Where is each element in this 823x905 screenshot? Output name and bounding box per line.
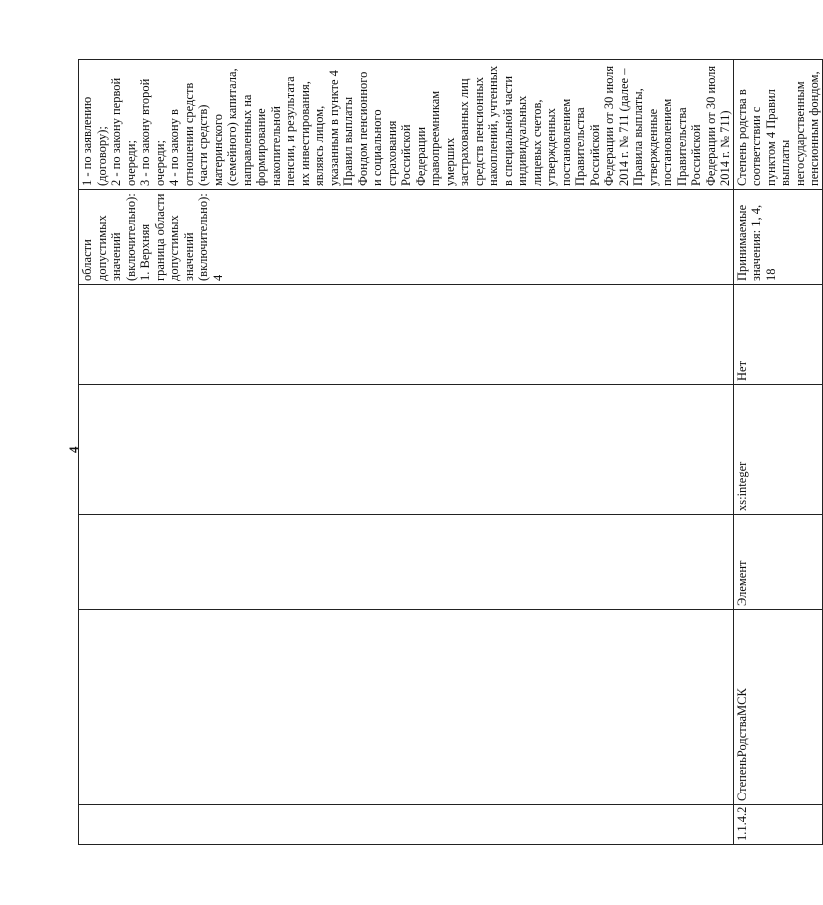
cell-number: 1.1.4.2	[733, 805, 822, 845]
cell-element-name: СтепеньРодстваМСК	[733, 610, 822, 805]
cell-type: Элемент	[733, 515, 822, 610]
cell-required	[79, 285, 734, 385]
cell-type	[79, 515, 734, 610]
cell-required: Нет	[733, 285, 822, 385]
cell-format: xs:integer	[733, 385, 822, 515]
element-description-table	[78, 60, 821, 845]
schema-table	[78, 59, 823, 845]
cell-constraints: области допустимых значений (включительно): 1. Верхняя граница области допустимых значений (включительно): 4	[79, 190, 734, 285]
table-row	[733, 60, 822, 845]
cell-format	[79, 385, 734, 515]
cell-element-name	[79, 610, 734, 805]
table-row	[79, 60, 734, 845]
cell-description: 1 - по заявлению (договору); 2 - по закону первой очереди; 3 - по закону второй очереди; 4 - по закону в отношении средств (части средств) материнского (семейного) капитала, направленных на формирование накопительной пенсии, и результата их инвестирования, являясь лицом, указанным в пункте 4 Правил выплаты Фондом пенсионного и социального страхования Российской Федерации правопреемникам умерших застрахованных лиц средств пенсионных накоплений, учтенных в специальной части индивидуальных лицевых счетов, утвержденных постановлением Правительства Российской Федерации от 30 июля 2014 г. № 711 (далее – Правила выплаты, утвержденные постановлением Правительства Российской Федерации от 30 июля 2014 г. № 711)	[79, 60, 734, 190]
cell-constraints: Принимаемые значения: 1, 4, 18	[733, 190, 822, 285]
page-number: 4	[66, 446, 81, 453]
cell-number	[79, 805, 734, 845]
cell-description: Степень родства в соответствии с пунктом 4 Правил выплаты негосударственным пенсионным фондом,	[733, 60, 822, 190]
